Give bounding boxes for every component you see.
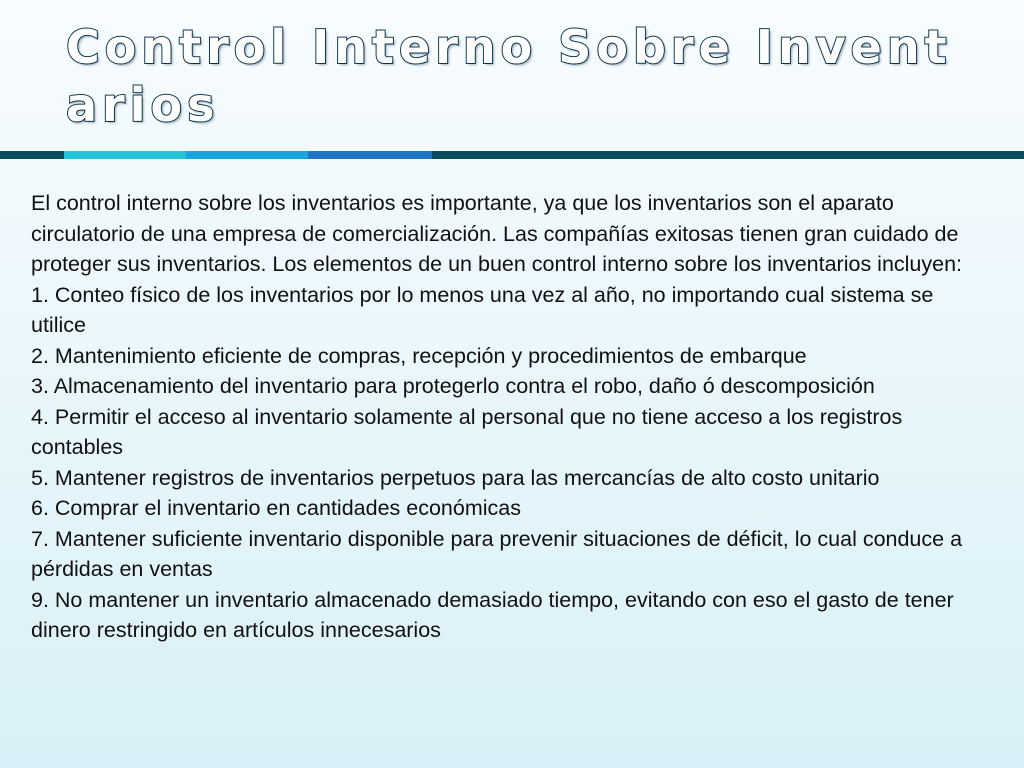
list-item-5: 5. Mantener registros de inventarios perpetuos para las mercancías de alto costo unitario bbox=[31, 465, 880, 490]
slide-body bbox=[31, 188, 991, 646]
title-divider-accent-2 bbox=[186, 151, 308, 159]
slide-title-line-2: arios bbox=[66, 78, 220, 132]
list-item-7: 7. Mantener suficiente inventario disponible para prevenir situaciones de déficit, lo cual conduce a pérdidas en ventas bbox=[31, 526, 963, 581]
list-item-1: 1. Conteo físico de los inventarios por lo menos una vez al año, no importando cual sistema se utilice bbox=[31, 282, 934, 337]
list-item-2: 2. Mantenimiento eficiente de compras, recepción y procedimientos de embarque bbox=[31, 343, 807, 368]
list-item-9: 9. No mantener un inventario almacenado demasiado tiempo, evitando con eso el gasto de tener dinero restringido en artículos innecesarios bbox=[31, 587, 954, 642]
title-divider-accent-1 bbox=[64, 151, 186, 159]
intro-paragraph: El control interno sobre los inventarios es importante, ya que los inventarios son el aparato circulatorio de una empresa de comercialización. Las compañías exitosas tienen gran cuidado de proteger sus inventarios. Los elementos de un buen control interno sobre los inventarios incluyen: bbox=[31, 191, 963, 276]
slide-title bbox=[66, 18, 966, 134]
list-item-3: 3. Almacenamiento del inventario para protegerlo contra el robo, daño ó descomposición bbox=[31, 374, 875, 398]
list-item-4: 4. Permitir el acceso al inventario solamente al personal que no tiene acceso a los registros contables bbox=[31, 404, 903, 459]
slide-title-line-1: Control Interno Sobre Invent bbox=[66, 20, 952, 74]
title-divider-accent-3 bbox=[308, 151, 432, 159]
list-item-6: 6. Comprar el inventario en cantidades económicas bbox=[31, 496, 521, 520]
